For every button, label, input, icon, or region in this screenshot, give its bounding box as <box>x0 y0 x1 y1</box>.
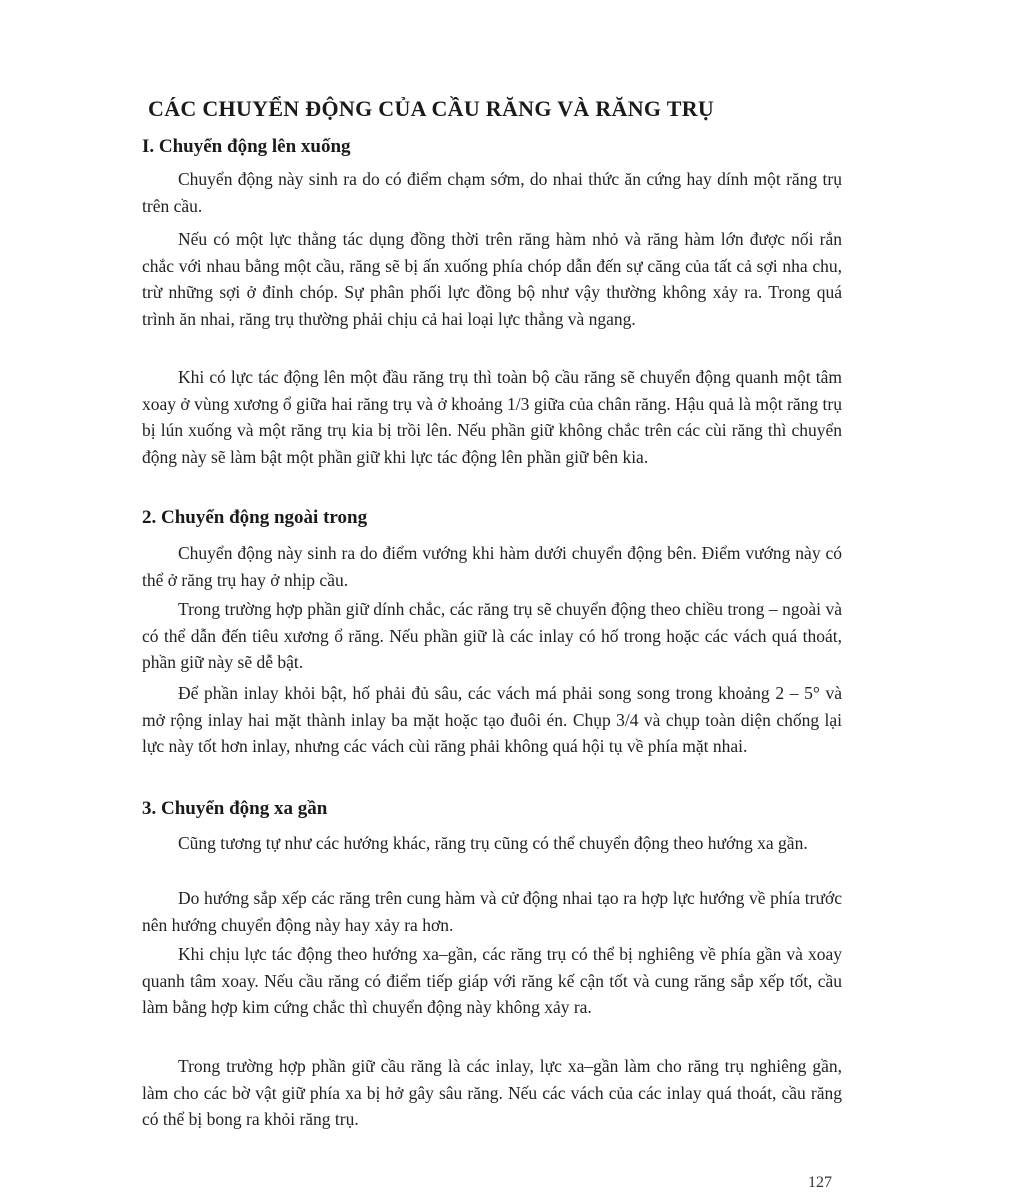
section-2-paragraph-1: Chuyển động này sinh ra do điểm vướng khi hàm dưới chuyển động bên. Điểm vướng này có thể ở răng trụ hay ở nhịp cầu. <box>142 543 842 590</box>
section-2-paragraph-2: Trong trường hợp phần giữ dính chắc, các răng trụ sẽ chuyển động theo chiều trong – ngoài và có thể dẫn đến tiêu xương ổ răng. Nếu phần giữ là các inlay có hố trong hoặc các vách quá thoát, phần giữ này sẽ dễ bật. <box>142 599 842 672</box>
section-heading-3: 3. Chuyển động xa gần <box>142 798 328 819</box>
section-3-paragraph-2: Do hướng sắp xếp các răng trên cung hàm và cử động nhai tạo ra hợp lực hướng về phía trước nên hướng chuyển động này hay xảy ra hơn. <box>142 888 842 935</box>
section-3-paragraph-3: Khi chịu lực tác động theo hướng xa–gần, các răng trụ có thể bị nghiêng về phía gần và xoay quanh tâm xoay. Nếu cầu răng có điểm tiếp giáp với răng kế cận tốt và cung răng sắp xếp tốt, cầu làm bằng hợp kim cứng chắc thì chuyển động này không xảy ra. <box>142 944 842 1017</box>
section-heading-1: I. Chuyển động lên xuống <box>142 136 351 157</box>
section-3-paragraph-4: Trong trường hợp phần giữ cầu răng là các inlay, lực xa–gần làm cho răng trụ nghiêng gần, làm cho các bờ vật giữ phía xa bị hở gây sâu răng. Nếu các vách của các inlay quá thoát, cầu răng có thể bị bong ra khỏi răng trụ. <box>142 1056 842 1129</box>
section-1-paragraph-1: Chuyển động này sinh ra do có điểm chạm sớm, do nhai thức ăn cứng hay dính một răng trụ trên cầu. <box>142 169 842 216</box>
section-3-paragraph-1: Cũng tương tự như các hướng khác, răng trụ cũng có thể chuyển động theo hướng xa gần. <box>178 833 808 853</box>
page-number: 127 <box>808 1174 832 1191</box>
section-1-paragraph-2: Nếu có một lực thẳng tác dụng đồng thời trên răng hàm nhỏ và răng hàm lớn được nối rắn chắc với nhau bằng một cầu, răng sẽ bị ấn xuống phía chóp dẫn đến sự căng của tất cả sợi nha chu, trừ những sợi ở đỉnh chóp. Sự phân phối lực đồng bộ như vậy thường không xảy ra. Trong quá trình ăn nhai, răng trụ thường phải chịu cả hai loại lực thẳng và ngang. <box>142 229 842 329</box>
section-1-paragraph-3: Khi có lực tác động lên một đầu răng trụ thì toàn bộ cầu răng sẽ chuyển động quanh một tâm xoay ở vùng xương ổ giữa hai răng trụ và ở khoảng 1/3 giữa của chân răng. Hậu quả là một răng trụ bị lún xuống và một răng trụ kia bị trồi lên. Nếu phần giữ không chắc trên các cùi răng thì chuyển động này sẽ làm bật một phần giữ khi lực tác động lên phần giữ bên kia. <box>142 367 842 467</box>
section-heading-2: 2. Chuyển động ngoài trong <box>142 507 368 528</box>
page-title: CÁC CHUYỂN ĐỘNG CỦA CẦU RĂNG VÀ RĂNG TRỤ <box>148 96 715 121</box>
section-2-paragraph-3: Để phần inlay khỏi bật, hố phải đủ sâu, các vách má phải song song trong khoảng 2 – 5° và mở rộng inlay hai mặt thành inlay ba mặt hoặc tạo đuôi én. Chụp 3/4 và chụp toàn diện chống lại lực này tốt hơn inlay, nhưng các vách cùi răng phải không quá hội tụ về phía mặt nhai. <box>142 683 842 756</box>
